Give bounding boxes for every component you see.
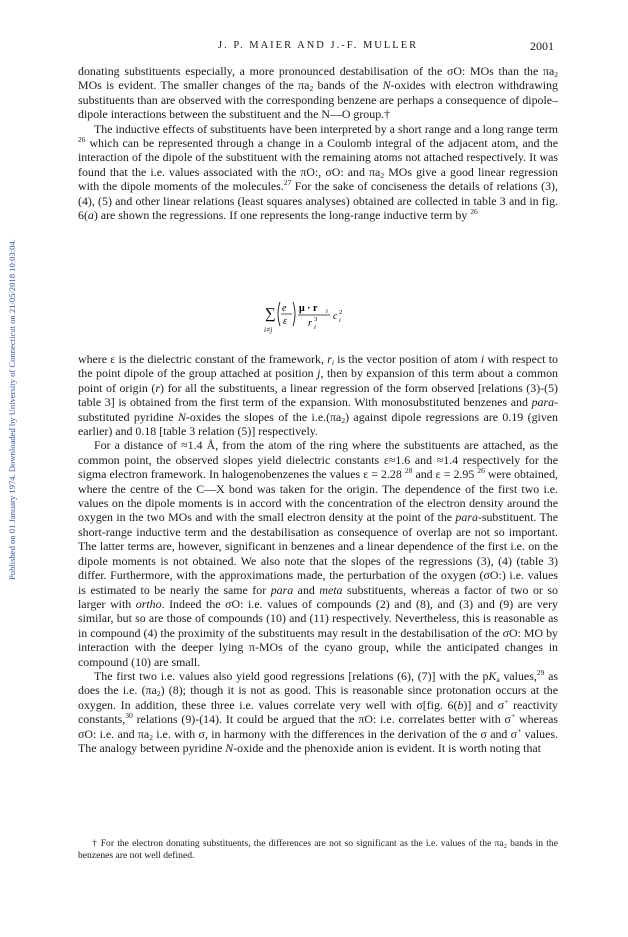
footnote — [78, 838, 558, 861]
distance-r: r — [308, 318, 312, 329]
paragraph-where-epsilon: where ε is the dielectric constant of the framework, $r_i$ is the vector position of atom i with respect to the point dipole of the group attached at position j, then by expansion of this term about a common point of origin (r) for all the substituents, a linear regression of the form observed [relations (3)-(5) table 3] is obtained from the first term of the expansion. With monosubstituted benzenes and para-substituted pyridine N-oxides the slopes of the $i.e.(\pi a_2)$ against dipole regressions are 0.19 (given earlier) and 0.18 [table 3 relation (5)] respectively. — [78, 352, 558, 439]
footnote-text: † For the electron donating substituents, the differences are not so significant as the i.e. values of the πa₂ bands in the benzenes are not well defined. — [78, 838, 558, 861]
summation-index: i≠j — [264, 325, 273, 334]
dielectric-epsilon: ε — [283, 316, 287, 327]
body-text-lower — [78, 352, 558, 755]
paragraph-inductive-effects: The inductive effects of substituents have been interpreted by a short range and a long range term $^{26}$ which can be represented through a change in a Coulomb integral of the adjacent atom, and the interaction of the dipole of the substituent with the remaining atoms not attached respectively. It was found that the i.e. values associated with the πO:, σO: and $\pi a_2$ MOs give a good linear regression with the dipole moments of the molecules.$^{27}$ For the sake of conciseness the details of relations (3), (4), (5) and other linear relations (least squares analyses) obtained are collected in table 3 and in fig. 6(a) are shown the regressions. If one represents the long-range inductive term by $^{26}$ — [78, 121, 558, 223]
inductive-term-formula — [263, 292, 363, 346]
distance-cube: 3 — [314, 316, 318, 323]
page-number: 2001 — [530, 39, 554, 53]
coefficient-c: c — [333, 311, 338, 322]
distance-subscript: i — [314, 324, 316, 331]
charge-e: e — [282, 303, 287, 314]
paragraph-first-two-ie: The first two i.e. values also yield good regressions [relations (6), (7)] with the $pK_a$ values,$^{29}$ as does the i.e. $(\pi a_2)$ (8); though it is not as good. This is reasonable since protonation occurs at the oxygen. In addition, these three i.e. values correlate very well with σ[fig. 6(b)] and σ+ reactivity constants,$^{30}$ relations (9)-(14). It could be argued that the πO: i.e. correlates better with σ+ whereas σO: i.e. and $\pi a_2$ i.e. with σ, in harmony with the differences in the derivation of the σ and σ+ values. The analogy between pyridine N-oxide and the phenoxide anion is evident. It is worth noting that — [78, 667, 559, 755]
dipole-dot-position: μ · r — [299, 303, 318, 314]
coefficient-subscript: i — [339, 317, 341, 324]
paragraph-distance: For a distance of ≈1.4 Å, from the atom of the ring where the substituents are attached, as the common point, the observed slopes yield dielectric constants ε≈1.6 and ≈1.4 respectively for the sigma electron framework. In halogenobenzenes the values ε = 2.28 $^{28}$ and ε = 2.95 $^{26}$ were obtained, where the centre of the C—X bond was taken for the origin. The dependence of the first two i.e. values on the dipole moments is in accord with the concentration of the electron density around the oxygen in the two MOs and with the small electron density at the point of the para-substituent. The short-range inductive term and the destabilisation as consequence of overlap are not so important. The latter terms are, however, significant in benzenes and a linear dependence of the first i.e. on the dipole moments is not obtained. We also note that the slopes of the regressions (3), (4) (table 3) differ. Furthermore, with the approximations made, the perturbation of the oxygen (σO:) i.e. values is estimated to be nearly the same for para and meta substituents, whereas a factor of two or so larger with ortho. Indeed the σO: i.e. values of compounds (2) and (8), and (3) and (9) are very similar, but so are those of compounds (10) and (11) respectively. Nevertheless, this is reasonable as in compound (4) the proximity of the substituents may result in the destabilisation of the σO: MO by interaction with the deeper lying π-MOs of the cyano group, while the anticipated changes in compound (10) are small. — [78, 438, 558, 669]
paragraph-continued: donating substituents especially, a more pronounced destabilisation of the σO: MOs than the $\pi a_2$ MOs is evident. The smaller changes of the $\pi a_2$ bands of the N-oxides with electron withdrawing substituents than are observed with the corresponding benzene are perhaps a consequence of dipole–dipole interactions between the substituent and the N—O group.† — [78, 64, 558, 122]
summation-sign: ∑ — [265, 306, 276, 322]
position-subscript: i — [326, 308, 328, 315]
running-header — [78, 40, 554, 56]
running-header-authors: J. P. MAIER AND J.-F. MULLER — [218, 40, 419, 51]
body-text-upper — [78, 64, 558, 222]
download-watermark: Published on 01 January 1974. Downloaded by University of Connecticut on 21/05/2018 10:03:04. — [7, 239, 17, 580]
coefficient-square: 2 — [339, 309, 343, 316]
